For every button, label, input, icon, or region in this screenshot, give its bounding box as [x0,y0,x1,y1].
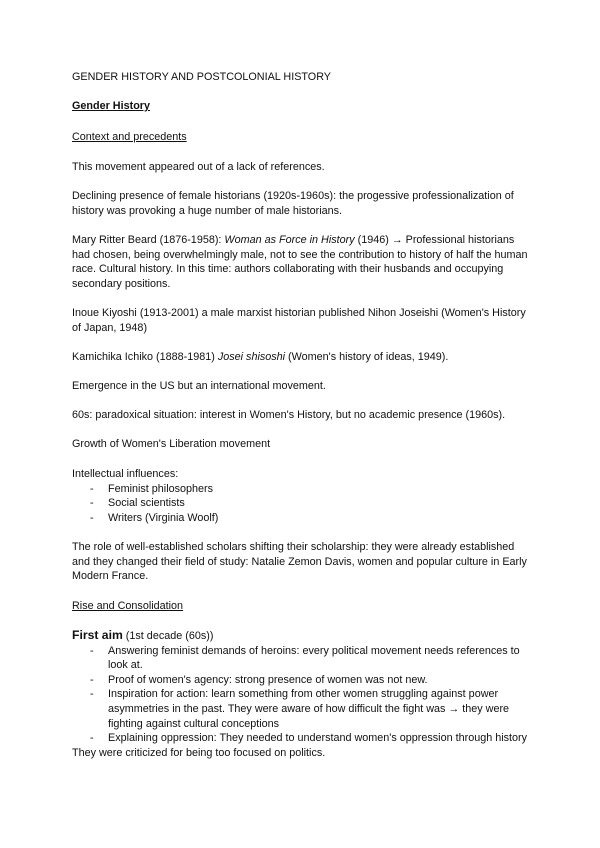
paragraph-kamichika-ichiko [72,350,528,365]
influences-list [72,482,528,526]
first-aim-label: First aim [72,628,123,642]
paragraph-inoue-kiyoshi: Inoue Kiyoshi (1913-2001) a male marxist historian published Nihon Joseishi (Women's History of Japan, 1948) [72,307,526,334]
intellectual-influences [72,467,528,525]
section-heading: Gender History [72,100,150,112]
kamichika-rest: (Women's history of ideas, 1949). [285,351,449,363]
kamichika-book-title: Josei shisoshi [217,351,286,363]
list-item: - Explaining oppression: They needed to understand women's oppression through history [72,731,528,746]
list-item: - Feminist philosophers [72,482,528,497]
paragraph-lack-of-references: This movement appeared out of a lack of references. [72,161,325,173]
paragraph-mary-beard [72,233,528,291]
closing-line: They were criticized for being too focused on politics. [72,746,326,759]
paragraph-paradoxical-situation: 60s: paradoxical situation: interest in Women's History, but no academic presence (1960s). [72,409,506,421]
mary-beard-rest: (1946) → Professional historians had chosen, being overwhelmingly male, not to see the contribution to history of half the human race. Cultural history. In this time: authors collaborating with their husbands and occupying secondary positions. [72,234,528,290]
kamichika-lead: Kamichika Ichiko (1888-1981) [72,351,218,363]
list-item: - Writers (Virginia Woolf) [72,511,528,526]
aims-list [72,644,528,746]
paragraph-declining-presence: Declining presence of female historians (1920s-1960s): the progessive professionalization of history was provoking a huge number of male historians. [72,190,514,217]
first-aim-note: (1st decade (60s)) [122,630,214,642]
document-title: GENDER HISTORY AND POSTCOLONIAL HISTORY [72,71,331,83]
paragraph-emergence-us: Emergence in the US but an international movement. [72,380,326,392]
list-item: - Inspiration for action: learn something from other women struggling against power asymmetries in the past. They were aware of how difficult the fight was → they were fighting against cultural conceptions [72,687,528,731]
first-aim-heading [72,628,528,644]
first-aim-block [72,628,528,760]
influences-label: Intellectual influences: [72,468,179,480]
subheading-context: Context and precedents [72,131,187,143]
paragraph-established-scholars: The role of well-established scholars shifting their scholarship: they were already established and they changed their field of study: Natalie Zemon Davis, women and popular culture in Early Modern France. [72,541,527,583]
list-item: - Answering feminist demands of heroins: every political movement needs references to look at. [72,644,528,673]
subheading-rise-consolidation: Rise and Consolidation [72,600,184,612]
list-item: - Proof of women's agency: strong presence of women was not new. [72,673,528,688]
mary-beard-book-title: Woman as Force in History [224,234,355,246]
list-item: - Social scientists [72,496,528,511]
paragraph-womens-liberation: Growth of Women's Liberation movement [72,438,271,450]
mary-beard-lead: Mary Ritter Beard (1876-1958): [72,234,225,246]
